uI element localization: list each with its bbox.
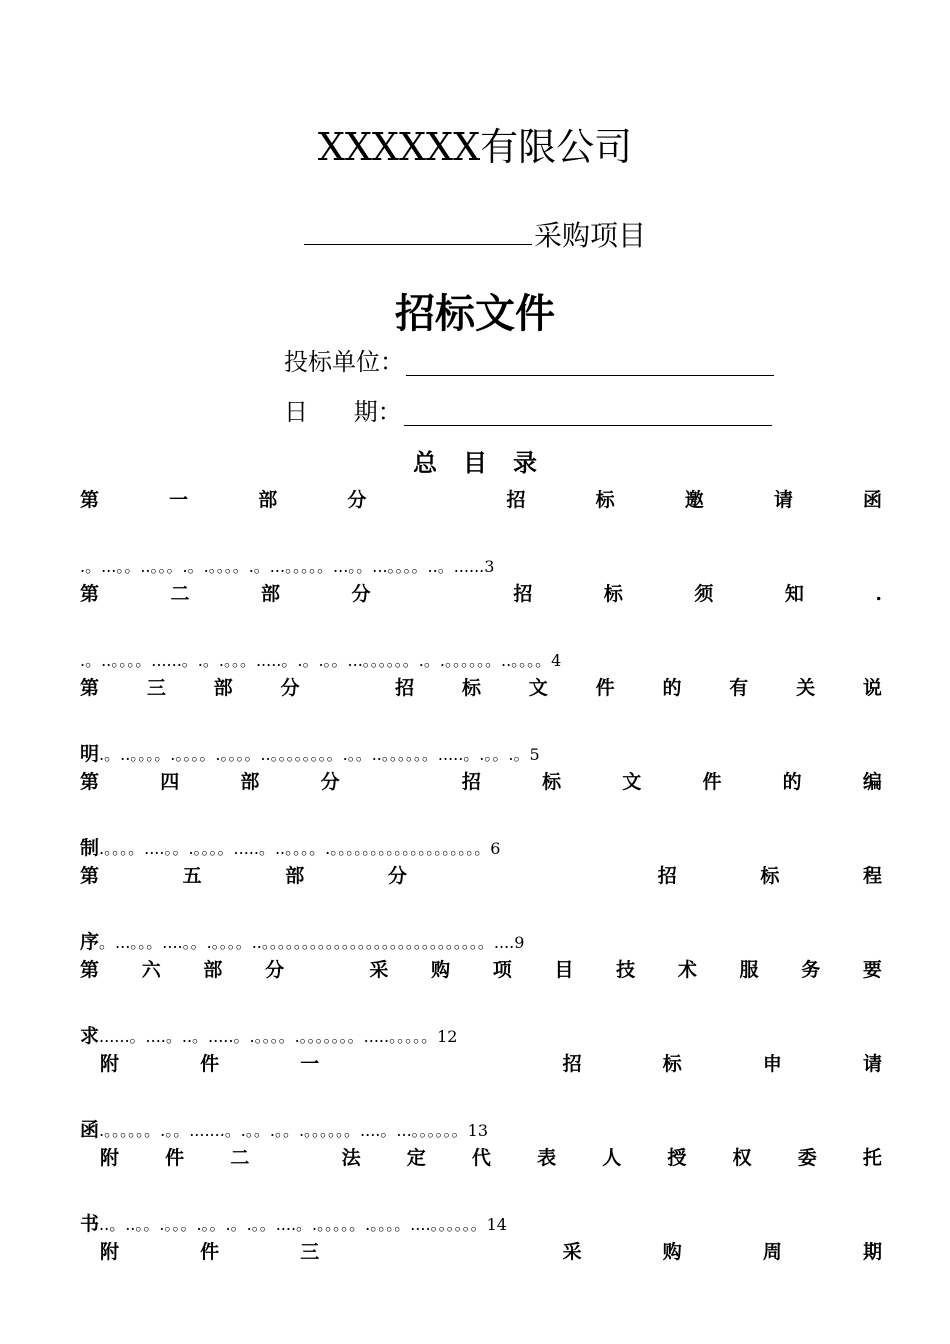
toc-title-char: 件 <box>165 1147 185 1169</box>
toc-title-char: 说 <box>862 677 882 699</box>
toc-title-char: 分 <box>387 865 407 887</box>
project-suffix: 采购项目 <box>533 219 646 252</box>
toc-title-char: 件 <box>702 771 722 793</box>
toc-title-char: 一 <box>300 1053 320 1075</box>
toc-entry[interactable] <box>80 1140 882 1234</box>
toc-entry[interactable] <box>80 858 882 952</box>
toc-title-char: 第 <box>80 865 100 887</box>
toc-title-char: 表 <box>537 1147 557 1169</box>
toc-title-char: 二 <box>230 1147 250 1169</box>
toc-title-char: 三 <box>146 677 166 699</box>
toc-title-char: 标 <box>760 865 780 887</box>
toc-title-char: 分 <box>347 489 367 511</box>
toc-leader <box>80 518 882 576</box>
toc-leader-dots: .。。。。....。。.。。。。.....。..。。。。.。。。。。。。。。。。。。。。。。。。 <box>99 839 491 858</box>
toc-page-number: 3 <box>484 557 495 576</box>
toc-title-char: 申 <box>762 1053 782 1075</box>
toc-title-char: 务 <box>801 959 821 981</box>
toc-title-char: 第 <box>80 489 100 511</box>
toc-title-char: 部 <box>213 677 233 699</box>
toc-leader-dots: .。..。。。。.。。。。.。。。。..。。。。。。。。.。。..。。。。。。.....。.。。.。 <box>99 745 530 764</box>
toc-page-number: 14 <box>486 1215 507 1234</box>
toc-leader-head: 书 <box>80 1213 100 1234</box>
toc-leader <box>80 706 882 764</box>
toc-title-char: 四 <box>160 771 180 793</box>
toc-title-char: 第 <box>80 677 100 699</box>
toc-leader-dots: 。...。。。....。。.。。。。..。。。。。。。。。。。。。。。。。。。。。。。。。。。。.... <box>99 933 515 952</box>
toc-leader-dots: .。。。。。。.。。.......。.。。.。。.。。。。。。....。...。。。。。。 <box>99 1121 468 1140</box>
toc-title-char: 分 <box>265 959 285 981</box>
toc-leader <box>80 988 882 1046</box>
toc-title-char: 托 <box>862 1147 882 1169</box>
toc-title-char: 人 <box>602 1147 622 1169</box>
toc-entry-title <box>80 482 882 518</box>
toc-entry-title <box>80 1046 882 1082</box>
toc-entry-title <box>80 952 882 988</box>
toc-title-char: 标 <box>461 677 481 699</box>
toc-leader <box>80 612 882 670</box>
toc-title-char: 标 <box>595 489 615 511</box>
toc-title-char: 请 <box>862 1053 882 1075</box>
toc-title-char: 部 <box>240 771 260 793</box>
toc-leader-head: 求 <box>80 1025 100 1046</box>
toc-title-char: 采 <box>369 959 389 981</box>
toc-title-char: 件 <box>200 1241 220 1263</box>
toc-title-char: 采 <box>562 1241 582 1263</box>
project-name-blank[interactable] <box>304 214 532 245</box>
toc-title-char: 二 <box>170 583 190 605</box>
toc-entry-title <box>80 576 882 612</box>
toc-title-char: 术 <box>677 959 697 981</box>
toc-entry[interactable] <box>80 576 882 670</box>
toc-title-char: 招 <box>506 489 526 511</box>
toc-title-char: 服 <box>739 959 759 981</box>
toc-title-char: 第 <box>80 959 100 981</box>
toc-title-char: 三 <box>300 1241 320 1263</box>
toc-title-char: 标 <box>662 1053 682 1075</box>
project-line <box>0 214 950 256</box>
toc-title-char: 授 <box>667 1147 687 1169</box>
date-field <box>284 396 772 428</box>
toc-title-char: 一 <box>169 489 189 511</box>
toc-title-char: 函 <box>862 489 882 511</box>
toc-title-char: 附 <box>100 1241 120 1263</box>
toc-page-number: 5 <box>529 745 540 764</box>
toc-title-char: 法 <box>341 1147 361 1169</box>
toc-entry[interactable] <box>80 952 882 1046</box>
toc-title-char: 代 <box>471 1147 491 1169</box>
toc-title-char: 标 <box>542 771 562 793</box>
toc-leader-dots: .。...。。..。。。.。.。。。。.。...。。。。。...。。...。。。。..。...... <box>80 557 485 576</box>
date-blank[interactable] <box>404 401 772 426</box>
toc-title-char: 技 <box>616 959 636 981</box>
toc-page-number: 9 <box>514 933 525 952</box>
toc-page-number: 12 <box>437 1027 458 1046</box>
toc-title-char: 购 <box>662 1241 682 1263</box>
toc-title-char: 委 <box>797 1147 817 1169</box>
toc-title-char: 分 <box>351 583 371 605</box>
toc-title-char: 编 <box>862 771 882 793</box>
toc-title-char: 程 <box>862 865 882 887</box>
toc-title-char: 周 <box>762 1241 782 1263</box>
toc-leader-head: 序 <box>80 931 100 952</box>
toc-title-char: 部 <box>285 865 305 887</box>
bidder-blank[interactable] <box>406 351 774 376</box>
toc-title-char: 招 <box>657 865 677 887</box>
toc-title-char: 购 <box>431 959 451 981</box>
document-title: 招标文件 <box>395 290 555 337</box>
toc-title-char: 定 <box>406 1147 426 1169</box>
toc-leader-head: 函 <box>80 1119 100 1140</box>
toc-title-char: 分 <box>280 677 300 699</box>
toc-title-char: 六 <box>141 959 161 981</box>
toc-heading: 总目录 <box>413 448 563 477</box>
toc-title-char: 分 <box>320 771 340 793</box>
toc-page-number: 13 <box>467 1121 489 1140</box>
toc-leader <box>80 1082 882 1140</box>
toc-title-char: 件 <box>200 1053 220 1075</box>
toc-title-char: 请 <box>773 489 793 511</box>
toc-leader-dots: .。..。。。。......。.。.。。。.....。.。.。。...。。。。。。.。.。。。。。。..。。。。 <box>80 651 552 670</box>
table-of-contents <box>80 482 882 1270</box>
toc-leader-head: 明 <box>80 743 100 764</box>
toc-title-char: 招 <box>461 771 481 793</box>
toc-title-char: 的 <box>662 677 682 699</box>
toc-entry-title <box>80 764 882 800</box>
toc-entry-title <box>80 1140 882 1176</box>
toc-entry-title <box>80 858 882 894</box>
toc-title-char: 部 <box>258 489 278 511</box>
toc-title-char: . <box>875 583 882 605</box>
toc-title-char: 第 <box>80 583 100 605</box>
toc-title-char: 第 <box>80 771 100 793</box>
toc-title-char: 权 <box>732 1147 752 1169</box>
toc-title-char: 的 <box>782 771 802 793</box>
toc-title-char: 邀 <box>684 489 704 511</box>
company-name: XXXXXX有限公司 <box>317 125 633 169</box>
toc-entry[interactable] <box>80 670 882 764</box>
bidder-field <box>284 346 774 378</box>
toc-title-char: 须 <box>694 583 714 605</box>
date-label: 日 期： <box>284 398 402 426</box>
toc-title-char: 目 <box>554 959 574 981</box>
toc-leader-dots: ..。..。。.。。。.。。.。.。。....。.。。。。。.。。。。....。。。。。。 <box>99 1215 487 1234</box>
toc-title-char: 期 <box>862 1241 882 1263</box>
toc-title-char: 文 <box>528 677 548 699</box>
toc-title-char: 部 <box>260 583 280 605</box>
toc-page-number: 6 <box>490 839 501 858</box>
toc-entry[interactable] <box>80 1234 882 1270</box>
toc-title-char: 附 <box>100 1147 120 1169</box>
toc-title-char: 部 <box>203 959 223 981</box>
toc-title-char: 项 <box>492 959 512 981</box>
toc-title-char: 要 <box>862 959 882 981</box>
toc-leader-head: 制 <box>80 837 100 858</box>
toc-title-char: 有 <box>729 677 749 699</box>
toc-entry[interactable] <box>80 482 882 576</box>
toc-page-number: 4 <box>551 651 562 670</box>
toc-title-char: 附 <box>100 1053 120 1075</box>
toc-leader-dots: ......。....。..。.....。.。。。。.。。。。。。。.....。。。。。 <box>99 1027 438 1046</box>
toc-title-char: 件 <box>595 677 615 699</box>
toc-entry[interactable] <box>80 764 882 858</box>
bidder-label: 投标单位： <box>284 348 404 376</box>
toc-leader <box>80 800 882 858</box>
toc-title-char: 招 <box>562 1053 582 1075</box>
toc-title-char: 文 <box>622 771 642 793</box>
toc-entry[interactable] <box>80 1046 882 1140</box>
toc-title-char: 标 <box>603 583 623 605</box>
toc-title-char: 招 <box>395 677 415 699</box>
toc-entry-title <box>80 670 882 706</box>
toc-title-char: 招 <box>513 583 533 605</box>
toc-entry-title <box>80 1234 882 1270</box>
toc-title-char: 知 <box>784 583 804 605</box>
toc-title-char: 关 <box>796 677 816 699</box>
toc-leader <box>80 1176 882 1234</box>
toc-leader <box>80 894 882 952</box>
toc-title-char: 五 <box>182 865 202 887</box>
